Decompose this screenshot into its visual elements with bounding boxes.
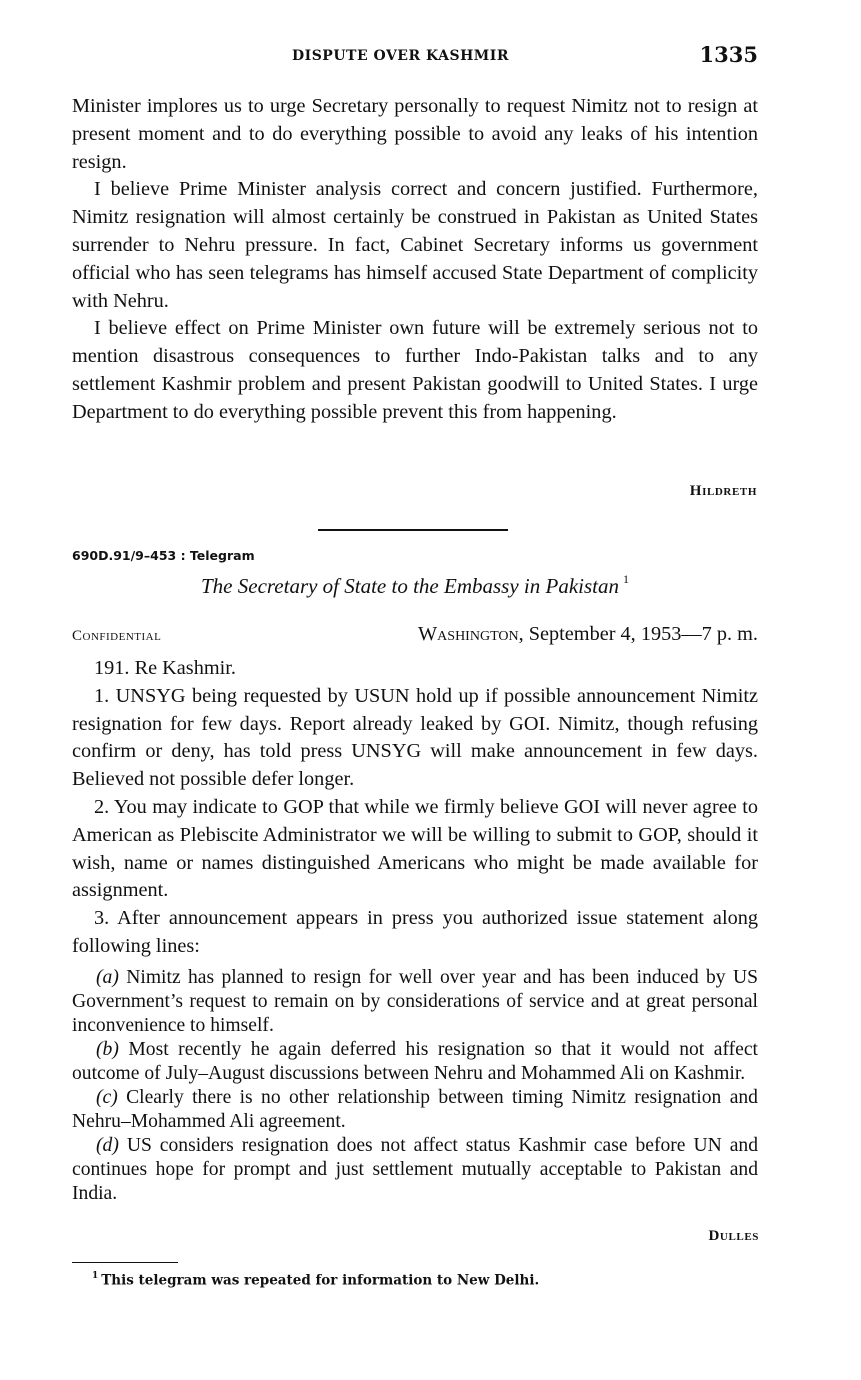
document-title-text: The Secretary of State to the Embassy in Pakistan: [201, 574, 619, 598]
dateline-date: , September 4, 1953—7 p. m.: [518, 623, 758, 645]
footnote-text: This telegram was repeated for information to New Delhi.: [101, 1272, 540, 1289]
dateline-place: Washington: [418, 623, 519, 645]
document-title: [72, 574, 758, 599]
statement-item: [72, 1086, 758, 1134]
item-label: (a): [96, 967, 119, 988]
paragraph: 2. You may indicate to GOP that while we firmly believe GOI will never agree to American as Plebiscite Administrator we will be willing to submit to GOP, should it wish, name or names distinguished Americans who might be made available for assignment.: [72, 795, 758, 902]
page-number: 1335: [699, 42, 758, 67]
footnote-marker: 1: [622, 572, 629, 586]
statement-items: [72, 966, 758, 1206]
statement-item: [72, 966, 758, 1038]
file-reference: 690D.91/9–453 : Telegram: [72, 548, 255, 563]
footnote-rule: [72, 1262, 178, 1263]
item-text: Clearly there is no other relationship between timing Nimitz resignation and Nehru–Mohammed Ali agreement.: [72, 1087, 758, 1132]
running-title: DISPUTE OVER KASHMIR: [292, 48, 509, 64]
footnote-number: 1: [92, 1271, 99, 1281]
section-divider: [318, 529, 508, 531]
signature-hildreth: Hildreth: [689, 483, 757, 499]
telegram-body: [72, 655, 758, 961]
footnote: [92, 1272, 539, 1289]
paragraph: Minister implores us to urge Secretary personally to request Nimitz not to resign at present moment and to do everything possible to avoid any leaks of his intention resign.: [72, 95, 758, 173]
classification-label: Confidential: [72, 628, 162, 644]
paragraph: 1. UNSYG being requested by USUN hold up if possible announcement Nimitz resignation for few days. Report already leaked by GOI. Nimitz, though refusing confirm or deny, has told press UNSYG will make announcement in few days. Believed not possible defer longer.: [72, 684, 758, 791]
item-label: (b): [96, 1039, 119, 1060]
dateline: [418, 623, 758, 646]
item-text: Most recently he again deferred his resignation so that it would not affect outcome of July–August discussions between Nehru and Mohammed Ali on Kashmir.: [72, 1039, 758, 1084]
paragraph: I believe Prime Minister analysis correct and concern justified. Furthermore, Nimitz resignation will almost certainly be construed in Pakistan as United States surrender to Nehru pressure. In fact, Cabinet Secretary informs us government official who has seen telegrams has himself accused State Department of complicity with Nehru.: [72, 178, 758, 312]
statement-item: [72, 1038, 758, 1086]
paragraph: 191. Re Kashmir.: [94, 657, 236, 679]
signature-dulles: Dulles: [708, 1228, 759, 1244]
item-label: (c): [96, 1087, 118, 1108]
paragraph: 3. After announcement appears in press you authorized issue statement along following lines:: [72, 907, 758, 957]
item-text: Nimitz has planned to resign for well over year and has been induced by US Government’s request to remain on by considerations of service and at great personal inconvenience to himself.: [72, 967, 758, 1036]
statement-item: [72, 1134, 758, 1206]
item-label: (d): [96, 1135, 119, 1156]
previous-telegram-body: [72, 93, 758, 427]
item-text: US considers resignation does not affect status Kashmir case before UN and continues hope for prompt and just settlement mutually acceptable to Pakistan and India.: [72, 1135, 758, 1204]
running-head: [72, 42, 758, 76]
paragraph: I believe effect on Prime Minister own future will be extremely serious not to mention disastrous consequences to further Indo-Pakistan talks and to any settlement Kashmir problem and present Pakistan goodwill to United States. I urge Department to do everything possible prevent this from happening.: [72, 317, 758, 423]
